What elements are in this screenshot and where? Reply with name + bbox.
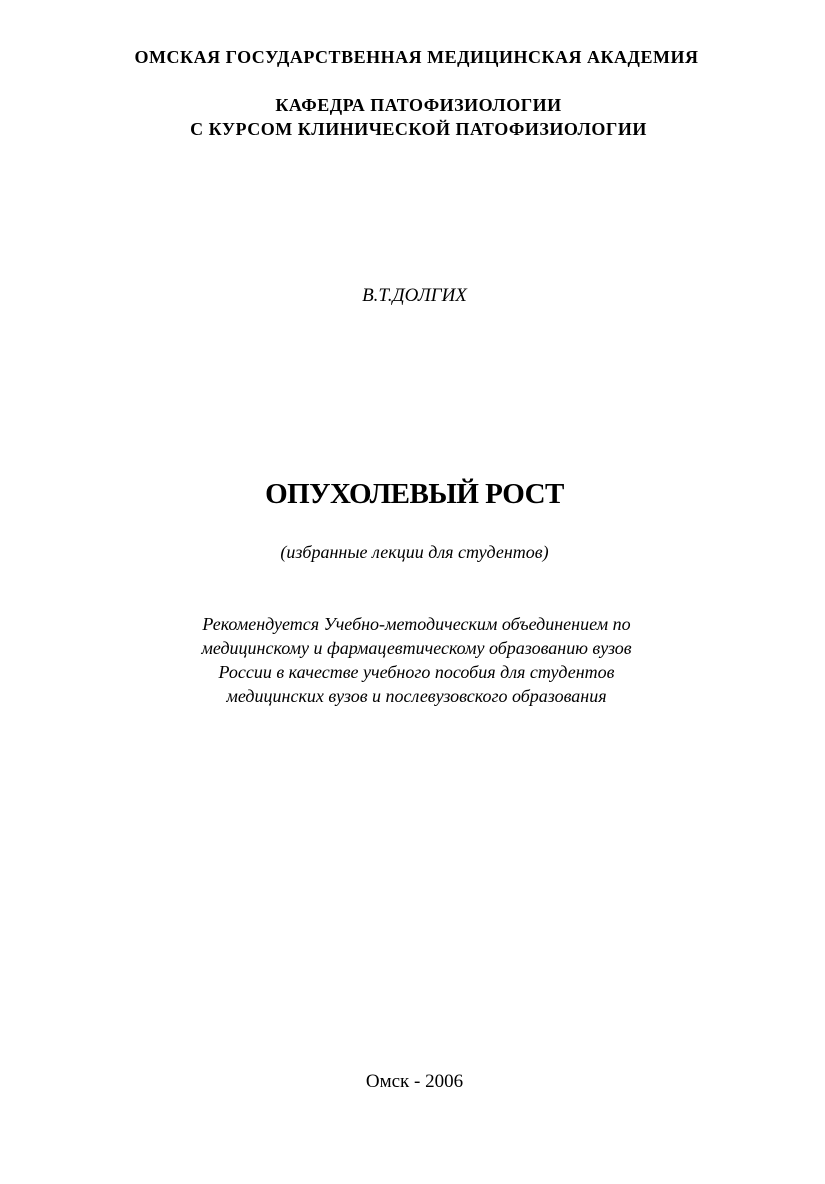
academy-name: ОМСКАЯ ГОСУДАРСТВЕННАЯ МЕДИЦИНСКАЯ АКАДЕМИЯ [134, 47, 699, 67]
recommendation-line-2: медицинскому и фармацевтическому образованию вузов [201, 638, 632, 658]
recommendation-line-4: медицинских вузов и послевузовского образования [226, 686, 607, 706]
department-name-line-1: КАФЕДРА ПАТОФИЗИОЛОГИИ [275, 95, 562, 115]
book-subtitle: (избранные лекции для студентов) [280, 542, 549, 562]
author-name: В.Т.ДОЛГИХ [362, 285, 467, 306]
recommendation-line-3: России в качестве учебного пособия для студентов [218, 662, 615, 682]
book-title: ОПУХОЛЕВЫЙ РОСТ [265, 478, 564, 510]
recommendation-line-1: Рекомендуется Учебно-методическим объединением по [202, 614, 631, 634]
place-and-year: Омск - 2006 [365, 1071, 464, 1092]
department-name-line-2: С КУРСОМ КЛИНИЧЕСКОЙ ПАТОФИЗИОЛОГИИ [190, 119, 647, 139]
